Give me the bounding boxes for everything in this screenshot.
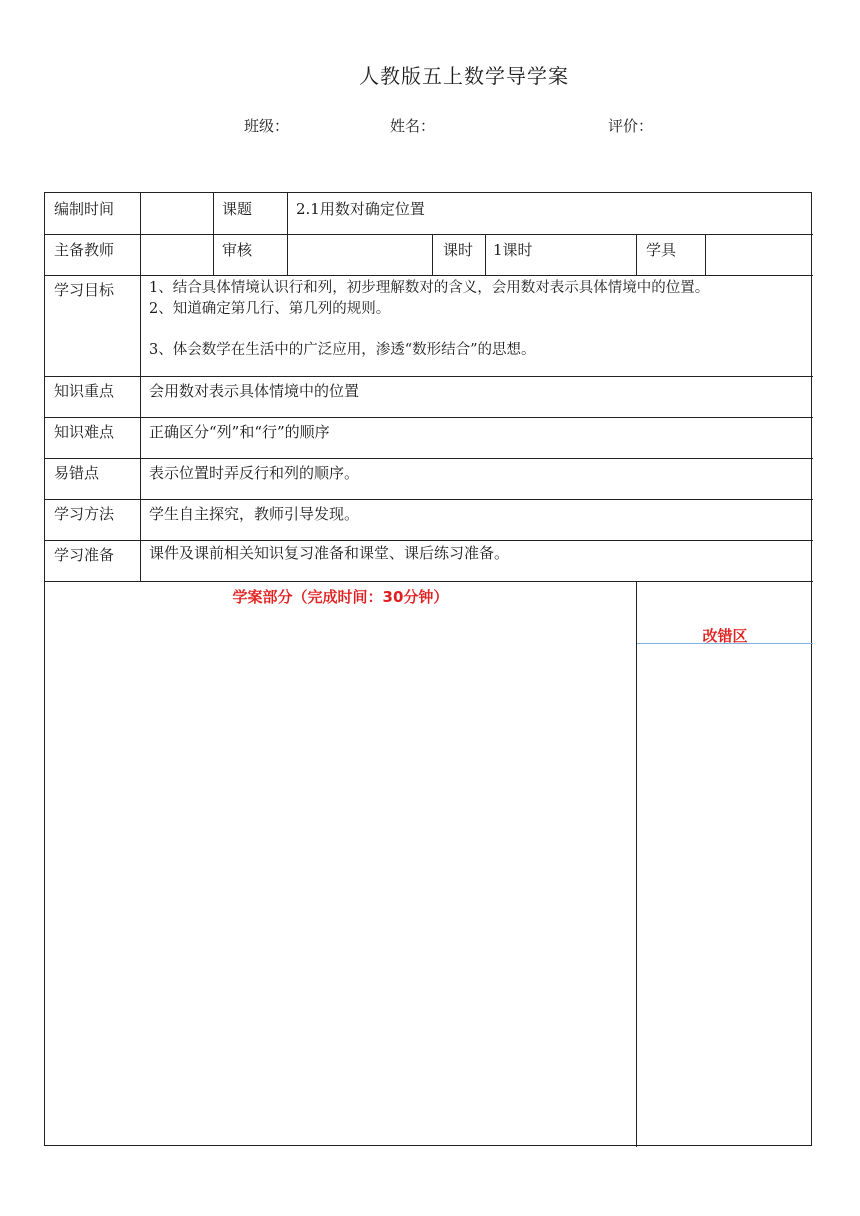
tools-label: 学具 bbox=[646, 241, 677, 259]
period-label: 课时 bbox=[443, 241, 474, 259]
objectives-label: 学习目标 bbox=[54, 281, 115, 299]
method-label: 学习方法 bbox=[54, 505, 115, 523]
main-teacher-label: 主备教师 bbox=[54, 241, 115, 259]
prep-value: 课件及课前相关知识复习准备和课堂、课后练习准备。 bbox=[149, 544, 510, 562]
name-label: 姓名： bbox=[390, 117, 436, 135]
difficulty-label: 知识难点 bbox=[54, 423, 115, 441]
error-label: 易错点 bbox=[54, 464, 100, 482]
plan-writing-area[interactable] bbox=[46, 613, 635, 1145]
objective-item-2: 2、知道确定第几行、第几列的规则。 bbox=[149, 301, 391, 317]
prep-label: 学习准备 bbox=[54, 546, 115, 564]
lesson-plan-table bbox=[44, 192, 812, 1146]
method-value: 学生自主探究，教师引导发现。 bbox=[149, 505, 360, 523]
document-title: 人教版五上数学导学案 bbox=[359, 64, 569, 88]
compile-time-label: 编制时间 bbox=[54, 200, 115, 218]
review-label: 审核 bbox=[222, 241, 253, 259]
plan-section-heading: 学案部分（完成时间：30分钟） bbox=[232, 588, 449, 606]
key-point-value: 会用数对表示具体情境中的位置 bbox=[149, 382, 360, 400]
class-label: 班级： bbox=[244, 117, 290, 135]
correction-writing-area[interactable] bbox=[638, 645, 812, 1145]
topic-label: 课题 bbox=[222, 200, 253, 218]
key-point-label: 知识重点 bbox=[54, 382, 115, 400]
objective-item-1: 1、结合具体情境认识行和列，初步理解数对的含义，会用数对表示具体情境中的位置。 bbox=[149, 280, 710, 296]
eval-label: 评价： bbox=[608, 117, 654, 135]
objective-item-3: 3、体会数学在生活中的广泛应用，渗透“数形结合”的思想。 bbox=[149, 342, 536, 358]
correction-area-heading: 改错区 bbox=[702, 627, 748, 645]
error-value: 表示位置时弄反行和列的顺序。 bbox=[149, 464, 360, 482]
period-value: 1课时 bbox=[493, 241, 533, 259]
topic-value: 2.1用数对确定位置 bbox=[296, 200, 425, 218]
difficulty-value: 正确区分“列”和“行”的顺序 bbox=[149, 423, 330, 441]
